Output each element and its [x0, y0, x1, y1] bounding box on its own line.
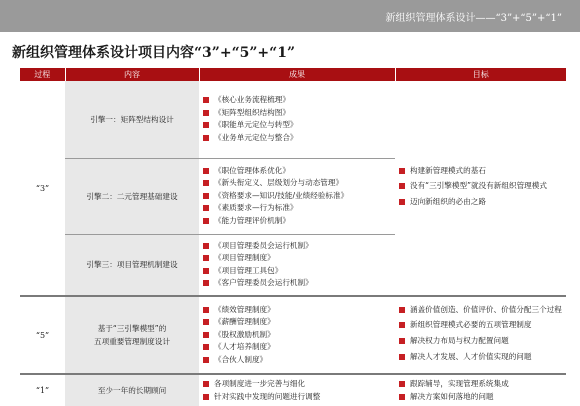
bullet-square-icon: [203, 193, 209, 199]
bullet-square-icon: [399, 338, 405, 344]
list-item: 涵盖价值创造、价值评价、价值分配三个过程: [399, 304, 562, 317]
list-item: 针对实践中发现的问题进行调整: [203, 391, 391, 403]
column-header-process: 过程: [20, 68, 65, 81]
bullet-square-icon: [399, 168, 405, 174]
bullet-square-icon: [203, 168, 209, 174]
content-cell-five-systems: [65, 296, 199, 374]
table-row: [20, 374, 566, 406]
column-header-goals: 目标: [395, 68, 566, 81]
bullet-square-icon: [399, 354, 405, 360]
content-cell-engine-3: 引擎三：项目管理机制建设: [65, 234, 199, 296]
list-item: 构建新管理模式的基石: [399, 165, 562, 178]
content-table: [20, 68, 566, 406]
content-cell-engine-1: 引擎一：矩阵型结构设计: [65, 81, 199, 158]
process-cell-1: “1”: [20, 374, 65, 406]
content-cell-long-term-advisor: 至少一年的长期顾问: [65, 374, 199, 406]
list-item: 没有“三引擎模型”就没有新组织管理模式: [399, 180, 562, 193]
list-item: 《新头衔定义、层级划分与动态管理》: [203, 177, 391, 189]
bullet-square-icon: [203, 243, 209, 249]
bullet-square-icon: [203, 205, 209, 211]
bullet-square-icon: [203, 307, 209, 313]
table-row: [20, 296, 566, 374]
bullet-square-icon: [399, 381, 405, 387]
process-cell-5: “5”: [20, 296, 65, 374]
bullet-square-icon: [203, 332, 209, 338]
list-item: 《绩效管理制度》: [203, 304, 391, 316]
list-item: 新组织管理模式必要的五项管理制度: [399, 319, 562, 332]
bullet-square-icon: [399, 307, 405, 313]
goals-cell: [395, 81, 566, 296]
list-item: 《项目管理制度》: [203, 252, 391, 264]
content-cell-engine-2: 引擎二：二元管理基础建设: [65, 158, 199, 234]
table-header-row: [20, 68, 566, 81]
list-item: 《核心业务流程梳理》: [203, 94, 391, 106]
list-item: 迈向新组织的必由之路: [399, 196, 562, 209]
list-item: 《素质要求—行为标准》: [203, 202, 391, 214]
list-item: 解决权力布局与权力配置问题: [399, 335, 562, 348]
list-item: 《项目管理工具包》: [203, 265, 391, 277]
bullet-square-icon: [399, 394, 405, 400]
bullet-square-icon: [399, 199, 405, 205]
bullet-square-icon: [203, 97, 209, 103]
table-row: [20, 81, 566, 158]
list-item: 《业务单元定位与整合》: [203, 132, 391, 144]
bullet-square-icon: [203, 268, 209, 274]
bullet-square-icon: [203, 218, 209, 224]
bullet-square-icon: [203, 357, 209, 363]
list-item: 《矩阵型组织结构图》: [203, 107, 391, 119]
results-cell: [199, 234, 395, 296]
bullet-square-icon: [203, 319, 209, 325]
list-item: 《项目管理委员会运行机制》: [203, 240, 391, 252]
bullet-square-icon: [399, 183, 405, 189]
header-title: 新组织管理体系设计——“3”+“5”+“1”: [385, 13, 562, 24]
list-item: 《股权激励机制》: [203, 329, 391, 341]
goals-cell: [395, 296, 566, 374]
list-item: 跟踪辅导，实现管理系统集成: [399, 378, 562, 390]
content-line: 基于“三引擎模型”的: [97, 324, 167, 333]
column-header-results: 成果: [199, 68, 395, 81]
bullet-square-icon: [203, 255, 209, 261]
bullet-square-icon: [203, 110, 209, 116]
bullet-square-icon: [203, 344, 209, 350]
bullet-square-icon: [399, 322, 405, 328]
list-item: 《资格要求—知识/技能/业绩经验标准》: [203, 190, 391, 202]
results-cell: [199, 81, 395, 158]
list-item: 解决方案如何落地的问题: [399, 391, 562, 403]
header-bar: [0, 0, 580, 32]
process-cell-3: “3”: [20, 81, 65, 296]
content-line: 五项重要管理制度设计: [94, 337, 170, 346]
bullet-square-icon: [203, 394, 209, 400]
bullet-square-icon: [203, 381, 209, 387]
list-item: 《合伙人制度》: [203, 354, 391, 366]
list-item: 《人才培养制度》: [203, 341, 391, 353]
list-item: 《薪酬管理制度》: [203, 316, 391, 328]
bullet-square-icon: [203, 180, 209, 186]
column-header-content: 内容: [65, 68, 199, 81]
bullet-square-icon: [203, 122, 209, 128]
page-title: 新组织管理体系设计项目内容“3”+“5”+“1”: [12, 45, 296, 61]
list-item: 各项制度进一步完善与细化: [203, 378, 391, 390]
list-item: 《职能单元定位与转型》: [203, 119, 391, 131]
list-item: 《能力管理评价机制》: [203, 215, 391, 227]
results-cell: [199, 296, 395, 374]
bullet-square-icon: [203, 135, 209, 141]
list-item: 《职位管理体系优化》: [203, 165, 391, 177]
results-cell: [199, 158, 395, 234]
list-item: 解决人才发展、人才价值实现的问题: [399, 351, 562, 364]
list-item: 《客户管理委员会运行机制》: [203, 277, 391, 289]
results-cell: [199, 374, 395, 406]
goals-cell: [395, 374, 566, 406]
bullet-square-icon: [203, 280, 209, 286]
